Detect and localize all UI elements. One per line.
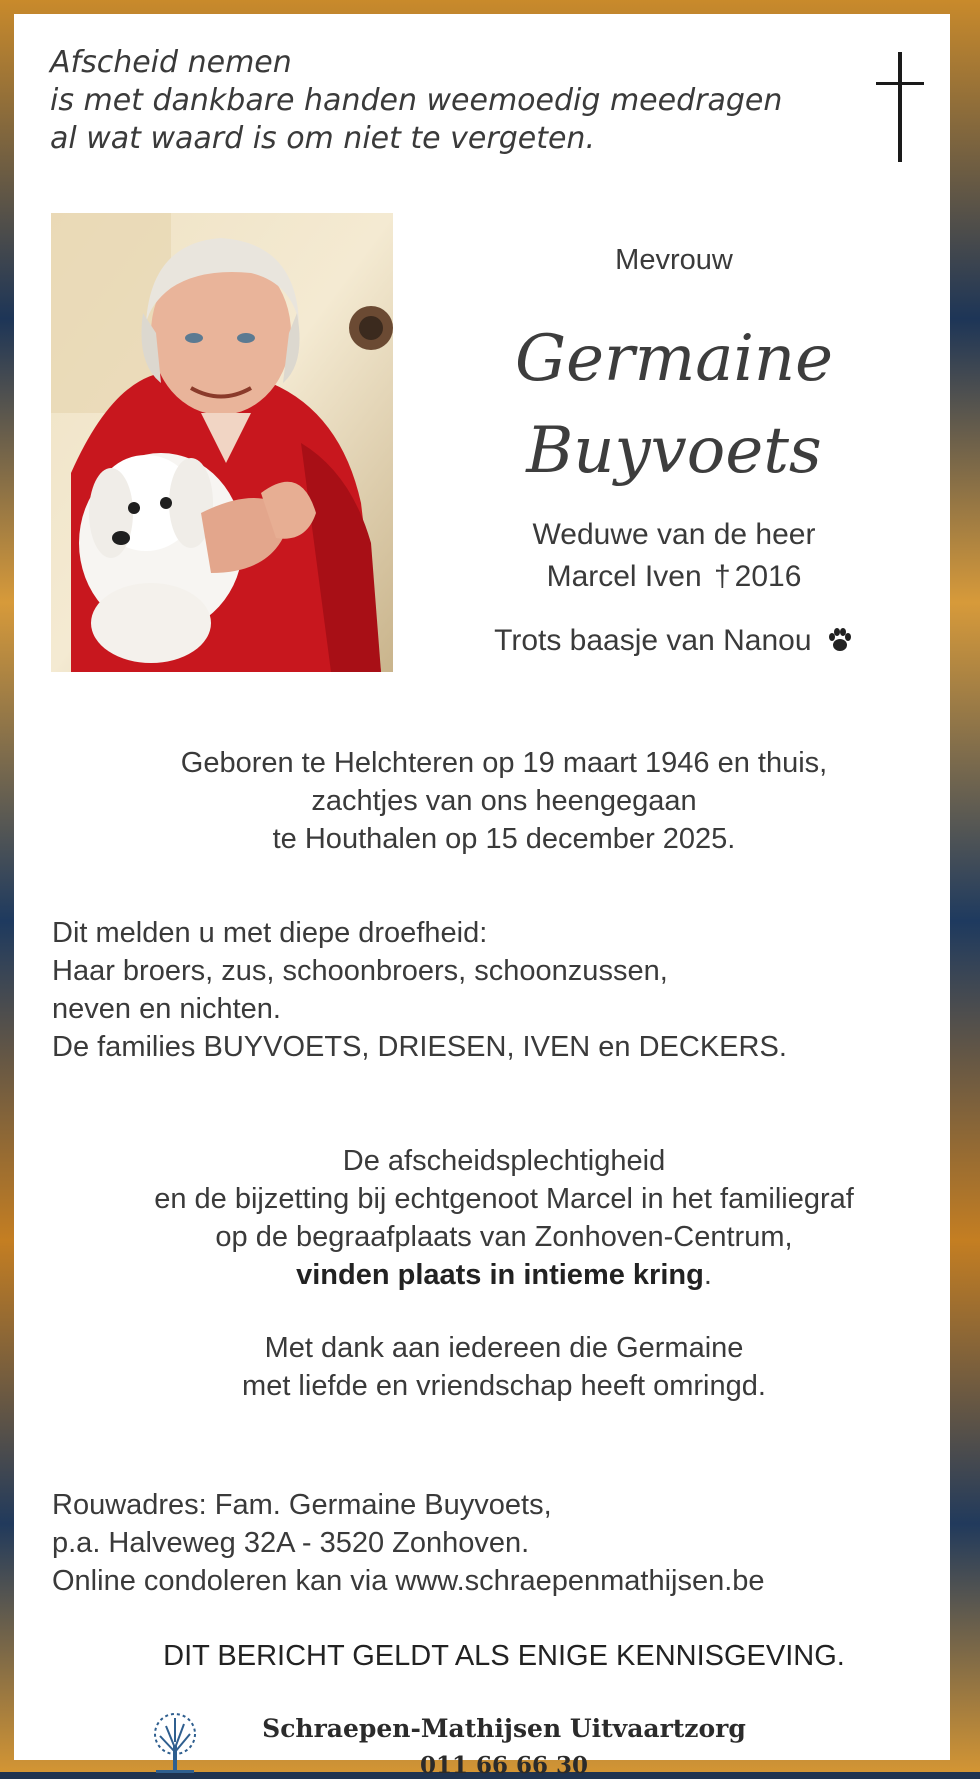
obituary-card [14, 14, 950, 1779]
spouse-death-year: 2016 [734, 560, 802, 593]
spouse-line [444, 556, 904, 598]
address-line-2: p.a. Halveweg 32A - 3520 Zonhoven. [52, 1527, 530, 1559]
mourners-list [52, 914, 952, 1066]
birth-line-1: Geboren te Helchteren op 19 maart 1946 en thuis, [180, 747, 828, 779]
notice-statement: DIT BERICHT GELDT ALS ENIGE KENNISGEVING. [163, 1640, 845, 1672]
pet-text: Trots baasje van Nanou [494, 624, 812, 657]
ceremony-line-3: op de begraafplaats van Zonhoven-Centrum, [215, 1221, 793, 1253]
poem-line-2: is met dankbare handen weemoedig meedragen [50, 83, 783, 118]
mourners-line-4: De families BUYVOETS, DRIESEN, IVEN en DECKERS. [52, 1031, 787, 1063]
condolence-address [52, 1486, 952, 1600]
dagger-icon: † [713, 560, 731, 593]
ceremony-line-4 [54, 1256, 954, 1294]
ceremony-line-2: en de bijzetting bij echtgenoot Marcel in het familiegraf [154, 1183, 854, 1215]
tree-icon [142, 1712, 208, 1774]
birth-line-3: te Houthalen op 15 december 2025. [272, 823, 736, 855]
thanks-message [54, 1329, 954, 1405]
ceremony-line-1: De afscheidsplechtigheid [342, 1145, 666, 1177]
cross-icon [876, 52, 924, 162]
poem-line-3: al wat waard is om niet te vergeten. [50, 121, 595, 156]
thanks-line-2: met liefde en vriendschap heeft omringd. [242, 1370, 766, 1402]
birth-death-info [54, 744, 954, 858]
portrait-photo [51, 213, 393, 672]
portrait-illustration [51, 213, 393, 672]
spouse-name: Marcel Iven [546, 560, 702, 593]
company-phone: 011 66 66 30 [419, 1752, 589, 1779]
address-line-3: Online condoleren kan via www.schraepenmathijsen.be [52, 1565, 765, 1597]
pet-line [444, 624, 904, 658]
mourners-line-3: neven en nichten. [52, 993, 281, 1025]
address-line-1: Rouwadres: Fam. Germaine Buyvoets, [52, 1489, 552, 1521]
widow-line: Weduwe van de heer [532, 518, 816, 551]
birth-line-2: zachtjes van ons heengegaan [311, 785, 697, 817]
honorific: Mevrouw [615, 244, 733, 276]
poem-line-1: Afscheid nemen [50, 45, 292, 80]
mourners-line-2: Haar broers, zus, schoonbroers, schoonzussen, [52, 955, 668, 987]
last-name: Buyvoets [526, 414, 822, 488]
widow-statement [444, 514, 904, 598]
paw-icon [826, 626, 854, 654]
ceremony-info [54, 1142, 954, 1294]
first-name: Germaine [515, 322, 833, 396]
poem [50, 44, 810, 158]
mourners-line-1: Dit melden u met diepe droefheid: [52, 917, 488, 949]
thanks-line-1: Met dank aan iedereen die Germaine [264, 1332, 744, 1364]
ceremony-emphasis: vinden plaats in intieme kring [296, 1259, 704, 1291]
funeral-company: Schraepen-Mathijsen Uitvaartzorg [262, 1714, 746, 1743]
ceremony-period: . [703, 1259, 712, 1291]
